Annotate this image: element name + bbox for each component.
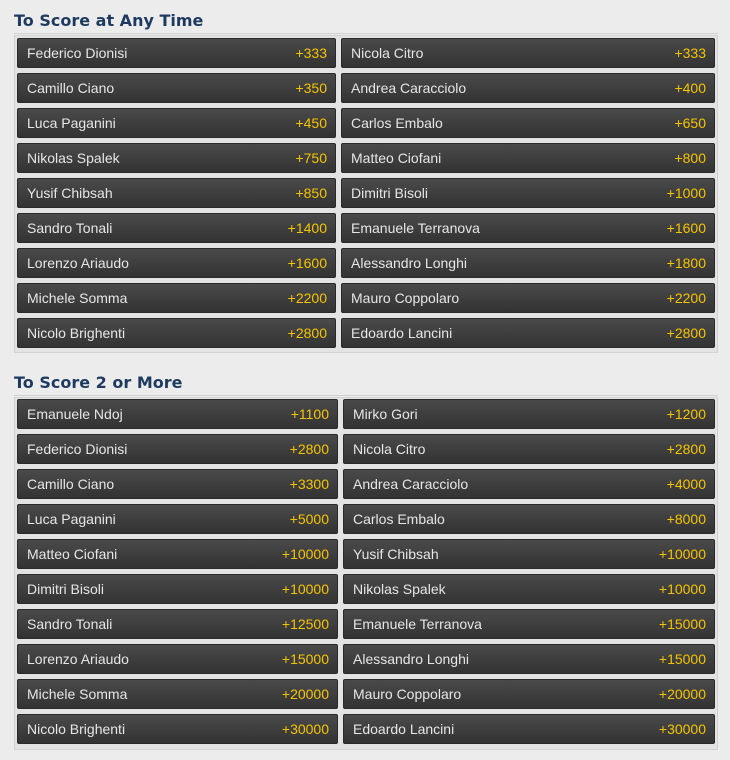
section-title-two-or-more: To Score 2 or More bbox=[14, 373, 183, 392]
selection-button[interactable] bbox=[17, 434, 338, 464]
odds-value: +8000 bbox=[666, 511, 706, 527]
odds-value: +350 bbox=[295, 80, 327, 96]
player-name: Camillo Ciano bbox=[27, 80, 115, 96]
odds-value: +2200 bbox=[287, 290, 327, 306]
odds-value: +10000 bbox=[658, 581, 706, 597]
selection-button[interactable] bbox=[343, 574, 715, 604]
odds-value: +15000 bbox=[281, 651, 329, 667]
player-name: Mauro Coppolaro bbox=[353, 686, 462, 702]
odds-value: +3300 bbox=[289, 476, 329, 492]
player-name: Nicola Citro bbox=[353, 441, 426, 457]
player-name: Carlos Embalo bbox=[353, 511, 445, 527]
player-name: Federico Dionisi bbox=[27, 441, 128, 457]
selection-button[interactable] bbox=[17, 399, 338, 429]
player-name: Mirko Gori bbox=[353, 406, 418, 422]
selection-button[interactable] bbox=[341, 178, 715, 208]
selection-button[interactable] bbox=[343, 434, 715, 464]
odds-value: +5000 bbox=[289, 511, 329, 527]
odds-value: +30000 bbox=[658, 721, 706, 737]
player-name: Andrea Caracciolo bbox=[351, 80, 467, 96]
selection-button[interactable] bbox=[343, 504, 715, 534]
player-name: Nicolo Brighenti bbox=[27, 325, 126, 341]
odds-value: +12500 bbox=[281, 616, 329, 632]
player-name: Luca Paganini bbox=[27, 115, 116, 131]
odds-value: +2800 bbox=[289, 441, 329, 457]
odds-value: +1600 bbox=[666, 220, 706, 236]
player-name: Michele Somma bbox=[27, 290, 128, 306]
odds-value: +30000 bbox=[281, 721, 329, 737]
selection-button[interactable] bbox=[17, 504, 338, 534]
player-name: Andrea Caracciolo bbox=[353, 476, 469, 492]
section-divider bbox=[14, 395, 718, 396]
selection-button[interactable] bbox=[17, 143, 336, 173]
odds-value: +10000 bbox=[281, 546, 329, 562]
selection-button[interactable] bbox=[17, 38, 336, 68]
player-name: Dimitri Bisoli bbox=[27, 581, 104, 597]
selection-button[interactable] bbox=[343, 539, 715, 569]
selection-button[interactable] bbox=[341, 213, 715, 243]
selection-button[interactable] bbox=[341, 283, 715, 313]
player-name: Nikolas Spalek bbox=[27, 150, 120, 166]
selection-button[interactable] bbox=[341, 248, 715, 278]
selection-button[interactable] bbox=[17, 108, 336, 138]
odds-value: +15000 bbox=[658, 651, 706, 667]
player-name: Matteo Ciofani bbox=[27, 546, 118, 562]
player-name: Nicolo Brighenti bbox=[27, 721, 126, 737]
selection-button[interactable] bbox=[17, 73, 336, 103]
odds-value: +4000 bbox=[666, 476, 706, 492]
player-name: Dimitri Bisoli bbox=[351, 185, 428, 201]
player-name: Emanuele Ndoj bbox=[27, 406, 123, 422]
player-name: Edoardo Lancini bbox=[351, 325, 453, 341]
odds-value: +1400 bbox=[287, 220, 327, 236]
player-name: Edoardo Lancini bbox=[353, 721, 455, 737]
odds-value: +333 bbox=[295, 45, 327, 61]
selection-button[interactable] bbox=[341, 143, 715, 173]
selection-button[interactable] bbox=[17, 283, 336, 313]
odds-value: +400 bbox=[674, 80, 706, 96]
odds-value: +450 bbox=[295, 115, 327, 131]
odds-value: +2800 bbox=[666, 441, 706, 457]
player-name: Michele Somma bbox=[27, 686, 128, 702]
player-name: Sandro Tonali bbox=[27, 220, 113, 236]
selection-button[interactable] bbox=[343, 714, 715, 744]
selection-button[interactable] bbox=[17, 679, 338, 709]
player-name: Federico Dionisi bbox=[27, 45, 128, 61]
odds-grid-anytime bbox=[17, 38, 715, 348]
odds-value: +1600 bbox=[287, 255, 327, 271]
odds-value: +2800 bbox=[666, 325, 706, 341]
player-name: Camillo Ciano bbox=[27, 476, 115, 492]
section-divider bbox=[14, 33, 718, 34]
selection-button[interactable] bbox=[17, 574, 338, 604]
player-name: Lorenzo Ariaudo bbox=[27, 651, 129, 667]
selection-button[interactable] bbox=[17, 318, 336, 348]
player-name: Carlos Embalo bbox=[351, 115, 443, 131]
player-name: Alessandro Longhi bbox=[351, 255, 467, 271]
selection-button[interactable] bbox=[17, 609, 338, 639]
selection-button[interactable] bbox=[341, 73, 715, 103]
odds-value: +2200 bbox=[666, 290, 706, 306]
player-name: Nikolas Spalek bbox=[353, 581, 446, 597]
odds-value: +750 bbox=[295, 150, 327, 166]
player-name: Yusif Chibsah bbox=[353, 546, 439, 562]
selection-button[interactable] bbox=[343, 399, 715, 429]
odds-value: +2800 bbox=[287, 325, 327, 341]
odds-value: +20000 bbox=[658, 686, 706, 702]
player-name: Matteo Ciofani bbox=[351, 150, 442, 166]
selection-button[interactable] bbox=[343, 469, 715, 499]
odds-value: +333 bbox=[674, 45, 706, 61]
selection-button[interactable] bbox=[343, 679, 715, 709]
selection-button[interactable] bbox=[17, 469, 338, 499]
player-name: Yusif Chibsah bbox=[27, 185, 113, 201]
section-title-anytime: To Score at Any Time bbox=[14, 11, 204, 30]
player-name: Sandro Tonali bbox=[27, 616, 113, 632]
odds-value: +1200 bbox=[666, 406, 706, 422]
odds-value: +850 bbox=[295, 185, 327, 201]
selection-button[interactable] bbox=[17, 213, 336, 243]
odds-value: +20000 bbox=[281, 686, 329, 702]
player-name: Alessandro Longhi bbox=[353, 651, 469, 667]
player-name: Mauro Coppolaro bbox=[351, 290, 460, 306]
player-name: Lorenzo Ariaudo bbox=[27, 255, 129, 271]
odds-value: +1800 bbox=[666, 255, 706, 271]
odds-value: +10000 bbox=[658, 546, 706, 562]
odds-value: +1100 bbox=[290, 406, 329, 422]
selection-button[interactable] bbox=[17, 248, 336, 278]
odds-value: +1000 bbox=[666, 185, 706, 201]
odds-value: +10000 bbox=[281, 581, 329, 597]
selection-button[interactable] bbox=[17, 644, 338, 674]
player-name: Nicola Citro bbox=[351, 45, 424, 61]
player-name: Emanuele Terranova bbox=[353, 616, 482, 632]
selection-button[interactable] bbox=[343, 609, 715, 639]
selection-button[interactable] bbox=[17, 178, 336, 208]
selection-button[interactable] bbox=[343, 644, 715, 674]
selection-button[interactable] bbox=[17, 539, 338, 569]
selection-button[interactable] bbox=[341, 108, 715, 138]
player-name: Luca Paganini bbox=[27, 511, 116, 527]
odds-value: +15000 bbox=[658, 616, 706, 632]
odds-value: +800 bbox=[674, 150, 706, 166]
selection-button[interactable] bbox=[341, 38, 715, 68]
selection-button[interactable] bbox=[17, 714, 338, 744]
odds-grid-two-or-more bbox=[17, 399, 715, 744]
odds-value: +650 bbox=[674, 115, 706, 131]
selection-button[interactable] bbox=[341, 318, 715, 348]
player-name: Emanuele Terranova bbox=[351, 220, 480, 236]
